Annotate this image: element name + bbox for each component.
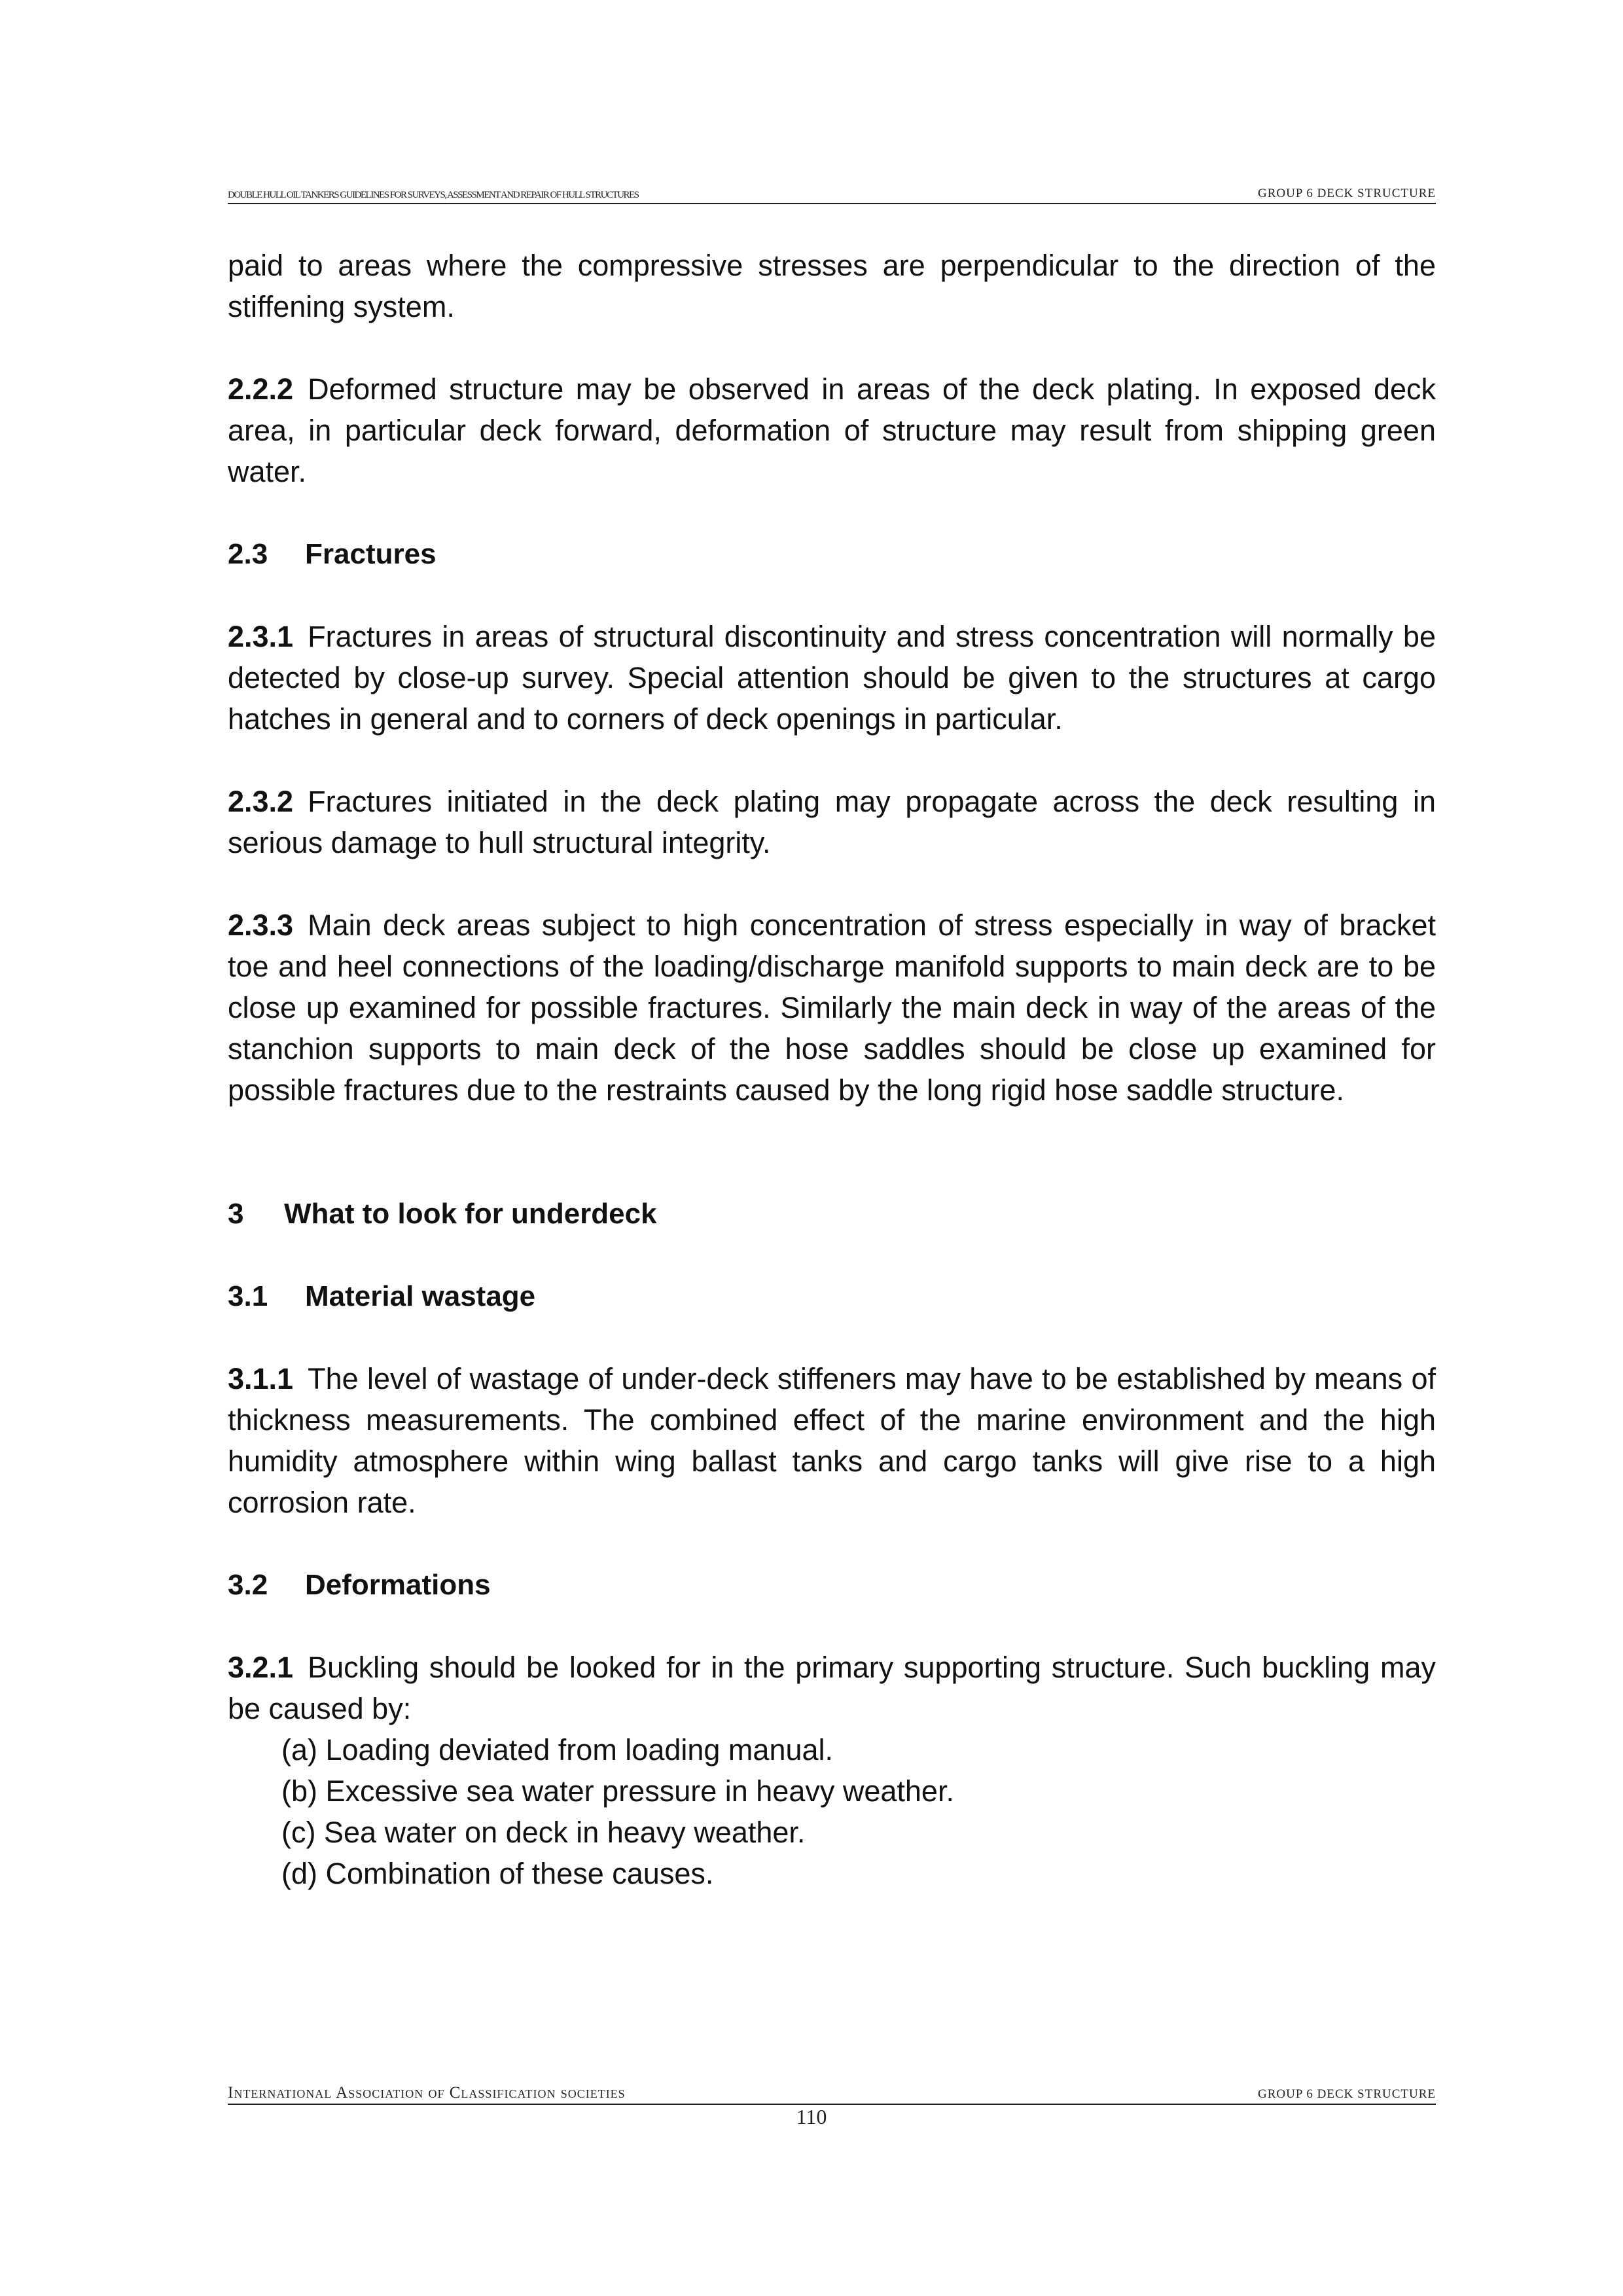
heading-title: Deformations bbox=[305, 1569, 491, 1601]
heading-title: Fractures bbox=[305, 538, 437, 570]
paragraph-number: 3.2.1 bbox=[228, 1651, 294, 1684]
paragraph-number: 2.3.3 bbox=[228, 908, 294, 942]
heading-number: 2.3 bbox=[228, 538, 268, 570]
paragraph-text: Fractures in areas of structural discontinuity and stress concentration will normally be detected by close-up survey. Special attention should be given to the structures at cargo hatches in general and to corners of deck openings in particular. bbox=[228, 620, 1436, 736]
heading-title: Material wastage bbox=[305, 1280, 536, 1312]
buckling-causes-list bbox=[228, 1729, 1436, 1894]
list-item: (a) Loading deviated from loading manual. bbox=[281, 1733, 834, 1767]
page-content bbox=[228, 245, 1436, 1894]
paragraph-2-3-3 bbox=[228, 905, 1436, 1111]
header-section-title: GROUP 6 DECK STRUCTURE bbox=[1257, 187, 1436, 200]
heading-2-3 bbox=[228, 533, 1436, 575]
paragraph-number: 2.2.2 bbox=[228, 372, 294, 406]
list-item: (d) Combination of these causes. bbox=[281, 1857, 714, 1890]
paragraph-2-3-1 bbox=[228, 616, 1436, 740]
heading-title: What to look for underdeck bbox=[284, 1198, 657, 1230]
paragraph-number: 2.3.1 bbox=[228, 620, 294, 653]
paragraph-text: Main deck areas subject to high concentration of stress especially in way of bracket toe and heel connections of the loading/discharge manifold supports to main deck are to be close up examined for possible fractures. Similarly the main deck in way of the areas of the stanchion supports to main deck of the hose saddles should be close up examined for possible fractures due to the restraints caused by the long rigid hose saddle structure. bbox=[228, 908, 1436, 1107]
paragraph-text: The level of wastage of under-deck stiffeners may have to be established by means of thickness measurements. The combined effect of the marine environment and the high humidity atmosphere within wing ballast tanks and cargo tanks will give rise to a high corrosion rate. bbox=[228, 1362, 1436, 1519]
heading-3-2 bbox=[228, 1564, 1436, 1605]
running-footer bbox=[228, 2084, 1436, 2105]
list-item: (b) Excessive sea water pressure in heavy weather. bbox=[281, 1774, 954, 1808]
heading-number: 3.1 bbox=[228, 1280, 268, 1312]
running-header bbox=[228, 185, 1436, 204]
list-item: (c) Sea water on deck in heavy weather. bbox=[281, 1816, 806, 1849]
heading-number: 3.2 bbox=[228, 1569, 268, 1601]
intro-paragraph: paid to areas where the compressive stresses are perpendicular to the direction of the stiffening system. bbox=[228, 249, 1436, 323]
paragraph-2-3-2 bbox=[228, 781, 1436, 863]
paragraph-number: 2.3.2 bbox=[228, 785, 294, 818]
paragraph-number: 3.1.1 bbox=[228, 1362, 294, 1395]
paragraph-3-2-1 bbox=[228, 1647, 1436, 1729]
footer-section-title: GROUP 6 DECK STRUCTURE bbox=[1257, 2087, 1436, 2101]
paragraph-text: Fractures initiated in the deck plating may propagate across the deck resulting in serious damage to hull structural integrity. bbox=[228, 785, 1436, 859]
paragraph-text: Buckling should be looked for in the primary supporting structure. Such buckling may be caused by: bbox=[228, 1651, 1436, 1725]
footer-organization: International Association of Classification societies bbox=[228, 2084, 626, 2102]
paragraph-2-2-2 bbox=[228, 368, 1436, 492]
heading-3 bbox=[228, 1193, 1436, 1234]
paragraph-text: Deformed structure may be observed in areas of the deck plating. In exposed deck area, in particular deck forward, deformation of structure may result from shipping green water. bbox=[228, 372, 1436, 488]
page-number: 110 bbox=[796, 2105, 827, 2128]
paragraph-3-1-1 bbox=[228, 1358, 1436, 1523]
heading-number: 3 bbox=[228, 1198, 244, 1230]
heading-3-1 bbox=[228, 1276, 1436, 1317]
header-document-title: DOUBLE HULL OIL TANKERS GUIDELINES FOR SURVEYS, ASSESSMENT AND REPAIR OF HULL STRUCTURES bbox=[228, 190, 639, 200]
